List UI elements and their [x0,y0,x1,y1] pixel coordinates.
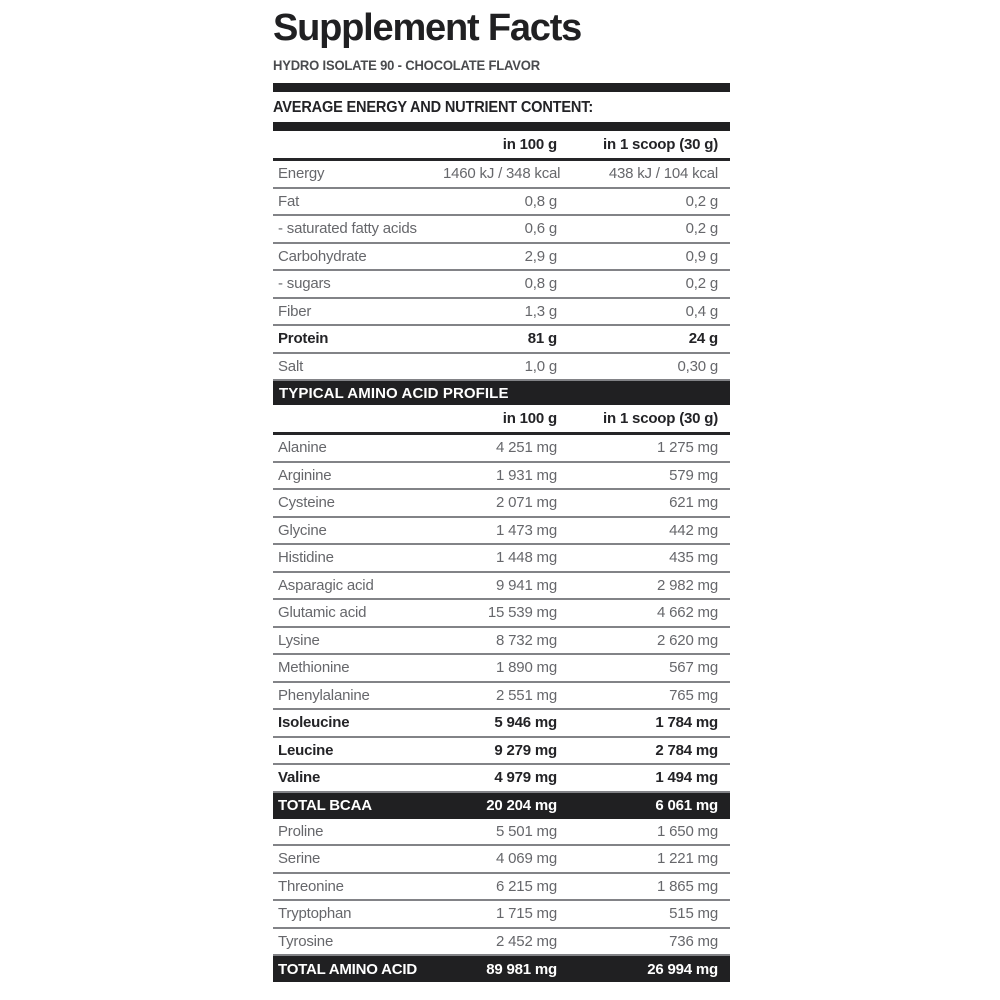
column-header-row [273,131,730,161]
row-label: Glycine [278,521,327,539]
value-per-100g: 2 452 mg [496,932,557,950]
value-per-scoop: 435 mg [669,549,718,567]
table-row [273,573,730,601]
value-per-scoop: 6 061 mg [655,797,718,814]
column-header-per-scoop: in 1 scoop (30 g) [603,410,718,427]
value-per-100g: 4 251 mg [496,439,557,457]
value-per-scoop: 1 865 mg [657,877,718,895]
value-per-100g: 1460 kJ / 348 kcal [443,165,561,183]
column-header-row [273,405,730,435]
row-label: Cysteine [278,494,335,512]
amino-acid-table [273,405,730,982]
table-row [273,819,730,847]
table-row [273,765,730,793]
value-per-scoop: 0,30 g [677,357,718,375]
table-row [273,490,730,518]
value-per-scoop: 26 994 mg [647,960,718,978]
table-row [273,600,730,628]
row-label: Isoleucine [278,714,350,732]
value-per-100g: 2,9 g [524,247,557,265]
row-label: Alanine [278,439,327,457]
value-per-100g: 20 204 mg [486,797,557,814]
value-per-100g: 8 732 mg [496,631,557,649]
row-label: - sugars [278,275,331,293]
row-label: Threonine [278,877,344,895]
page-title: Supplement Facts [273,7,582,49]
value-per-100g: 1 448 mg [496,549,557,567]
column-header-per-100g: in 100 g [502,136,557,153]
value-per-scoop: 2 620 mg [657,631,718,649]
column-header-per-scoop: in 1 scoop (30 g) [603,136,718,153]
row-label: Leucine [278,741,334,759]
value-per-scoop: 4 662 mg [657,604,718,622]
row-label: Lysine [278,631,320,649]
value-per-scoop: 438 kJ / 104 kcal [608,165,718,183]
table-row [273,161,730,189]
value-per-100g: 2 551 mg [496,686,557,704]
row-label: Asparagic acid [278,576,374,594]
value-per-100g: 2 071 mg [496,494,557,512]
row-label: Arginine [278,466,332,484]
table-row [273,299,730,327]
row-label: Histidine [278,549,334,567]
value-per-100g: 89 981 mg [486,960,557,978]
total-row [273,956,730,982]
section-heading-nutrients: AVERAGE ENERGY AND NUTRIENT CONTENT: [273,99,594,116]
value-per-100g: 5 501 mg [496,822,557,840]
table-row [273,655,730,683]
table-row [273,545,730,573]
table-row [273,628,730,656]
value-per-scoop: 2 982 mg [657,576,718,594]
row-label: Energy [278,165,325,183]
value-per-scoop: 2 784 mg [655,741,718,759]
value-per-100g: 1 890 mg [496,659,557,677]
total-row [273,793,730,819]
value-per-100g: 1 715 mg [496,905,557,923]
value-per-scoop: 621 mg [669,494,718,512]
row-label: Tyrosine [278,932,334,950]
table-row [273,354,730,382]
value-per-scoop: 0,2 g [685,275,718,293]
value-per-100g: 6 215 mg [496,877,557,895]
value-per-100g: 9 941 mg [496,576,557,594]
row-label: Salt [278,357,304,375]
value-per-100g: 81 g [527,330,557,348]
value-per-scoop: 579 mg [669,466,718,484]
value-per-100g: 1 931 mg [496,466,557,484]
row-label: Methionine [278,659,350,677]
value-per-100g: 1 473 mg [496,521,557,539]
value-per-100g: 5 946 mg [494,714,557,732]
table-row [273,271,730,299]
value-per-100g: 15 539 mg [487,604,557,622]
value-per-100g: 4 979 mg [494,769,557,787]
table-row [273,846,730,874]
row-label: Tryptophan [278,905,352,923]
row-label: Carbohydrate [278,247,367,265]
value-per-scoop: 0,4 g [685,302,718,320]
value-per-100g: 4 069 mg [496,850,557,868]
table-row [273,244,730,272]
value-per-100g: 9 279 mg [494,741,557,759]
value-per-100g: 1,3 g [524,302,557,320]
table-row [273,463,730,491]
table-row [273,738,730,766]
row-label: Fat [278,192,300,210]
row-label: Proline [278,822,324,840]
value-per-scoop: 736 mg [669,932,718,950]
table-row [273,518,730,546]
value-per-scoop: 765 mg [669,686,718,704]
value-per-100g: 1,0 g [524,357,557,375]
divider-bar [273,83,730,92]
value-per-scoop: 0,2 g [685,192,718,210]
value-per-scoop: 567 mg [669,659,718,677]
value-per-scoop: 0,9 g [685,247,718,265]
table-row [273,326,730,354]
nutrients-table [273,131,730,381]
value-per-scoop: 0,2 g [685,220,718,238]
value-per-100g: 0,6 g [524,220,557,238]
row-label: TOTAL BCAA [278,797,372,814]
value-per-100g: 0,8 g [524,275,557,293]
value-per-scoop: 24 g [688,330,718,348]
product-subtitle: HYDRO ISOLATE 90 - CHOCOLATE FLAVOR [273,57,540,73]
row-label: Valine [278,769,321,787]
table-row [273,710,730,738]
table-row [273,189,730,217]
row-label: Fiber [278,302,312,320]
table-row [273,435,730,463]
value-per-scoop: 1 494 mg [655,769,718,787]
column-header-per-100g: in 100 g [502,410,557,427]
value-per-scoop: 442 mg [669,521,718,539]
row-label: TOTAL AMINO ACID [278,960,418,978]
section-heading-amino-acids: TYPICAL AMINO ACID PROFILE [273,381,730,405]
table-row [273,683,730,711]
divider-bar [273,122,730,131]
row-label: - saturated fatty acids [278,220,417,238]
table-row [273,929,730,957]
value-per-scoop: 1 650 mg [657,822,718,840]
value-per-scoop: 1 221 mg [657,850,718,868]
table-row [273,901,730,929]
row-label: Serine [278,850,321,868]
value-per-scoop: 515 mg [669,905,718,923]
row-label: Phenylalanine [278,686,370,704]
row-label: Glutamic acid [278,604,367,622]
table-row [273,874,730,902]
value-per-scoop: 1 275 mg [657,439,718,457]
supplement-facts-label [273,8,730,982]
table-row [273,216,730,244]
row-label: Protein [278,330,329,348]
value-per-scoop: 1 784 mg [655,714,718,732]
value-per-100g: 0,8 g [524,192,557,210]
